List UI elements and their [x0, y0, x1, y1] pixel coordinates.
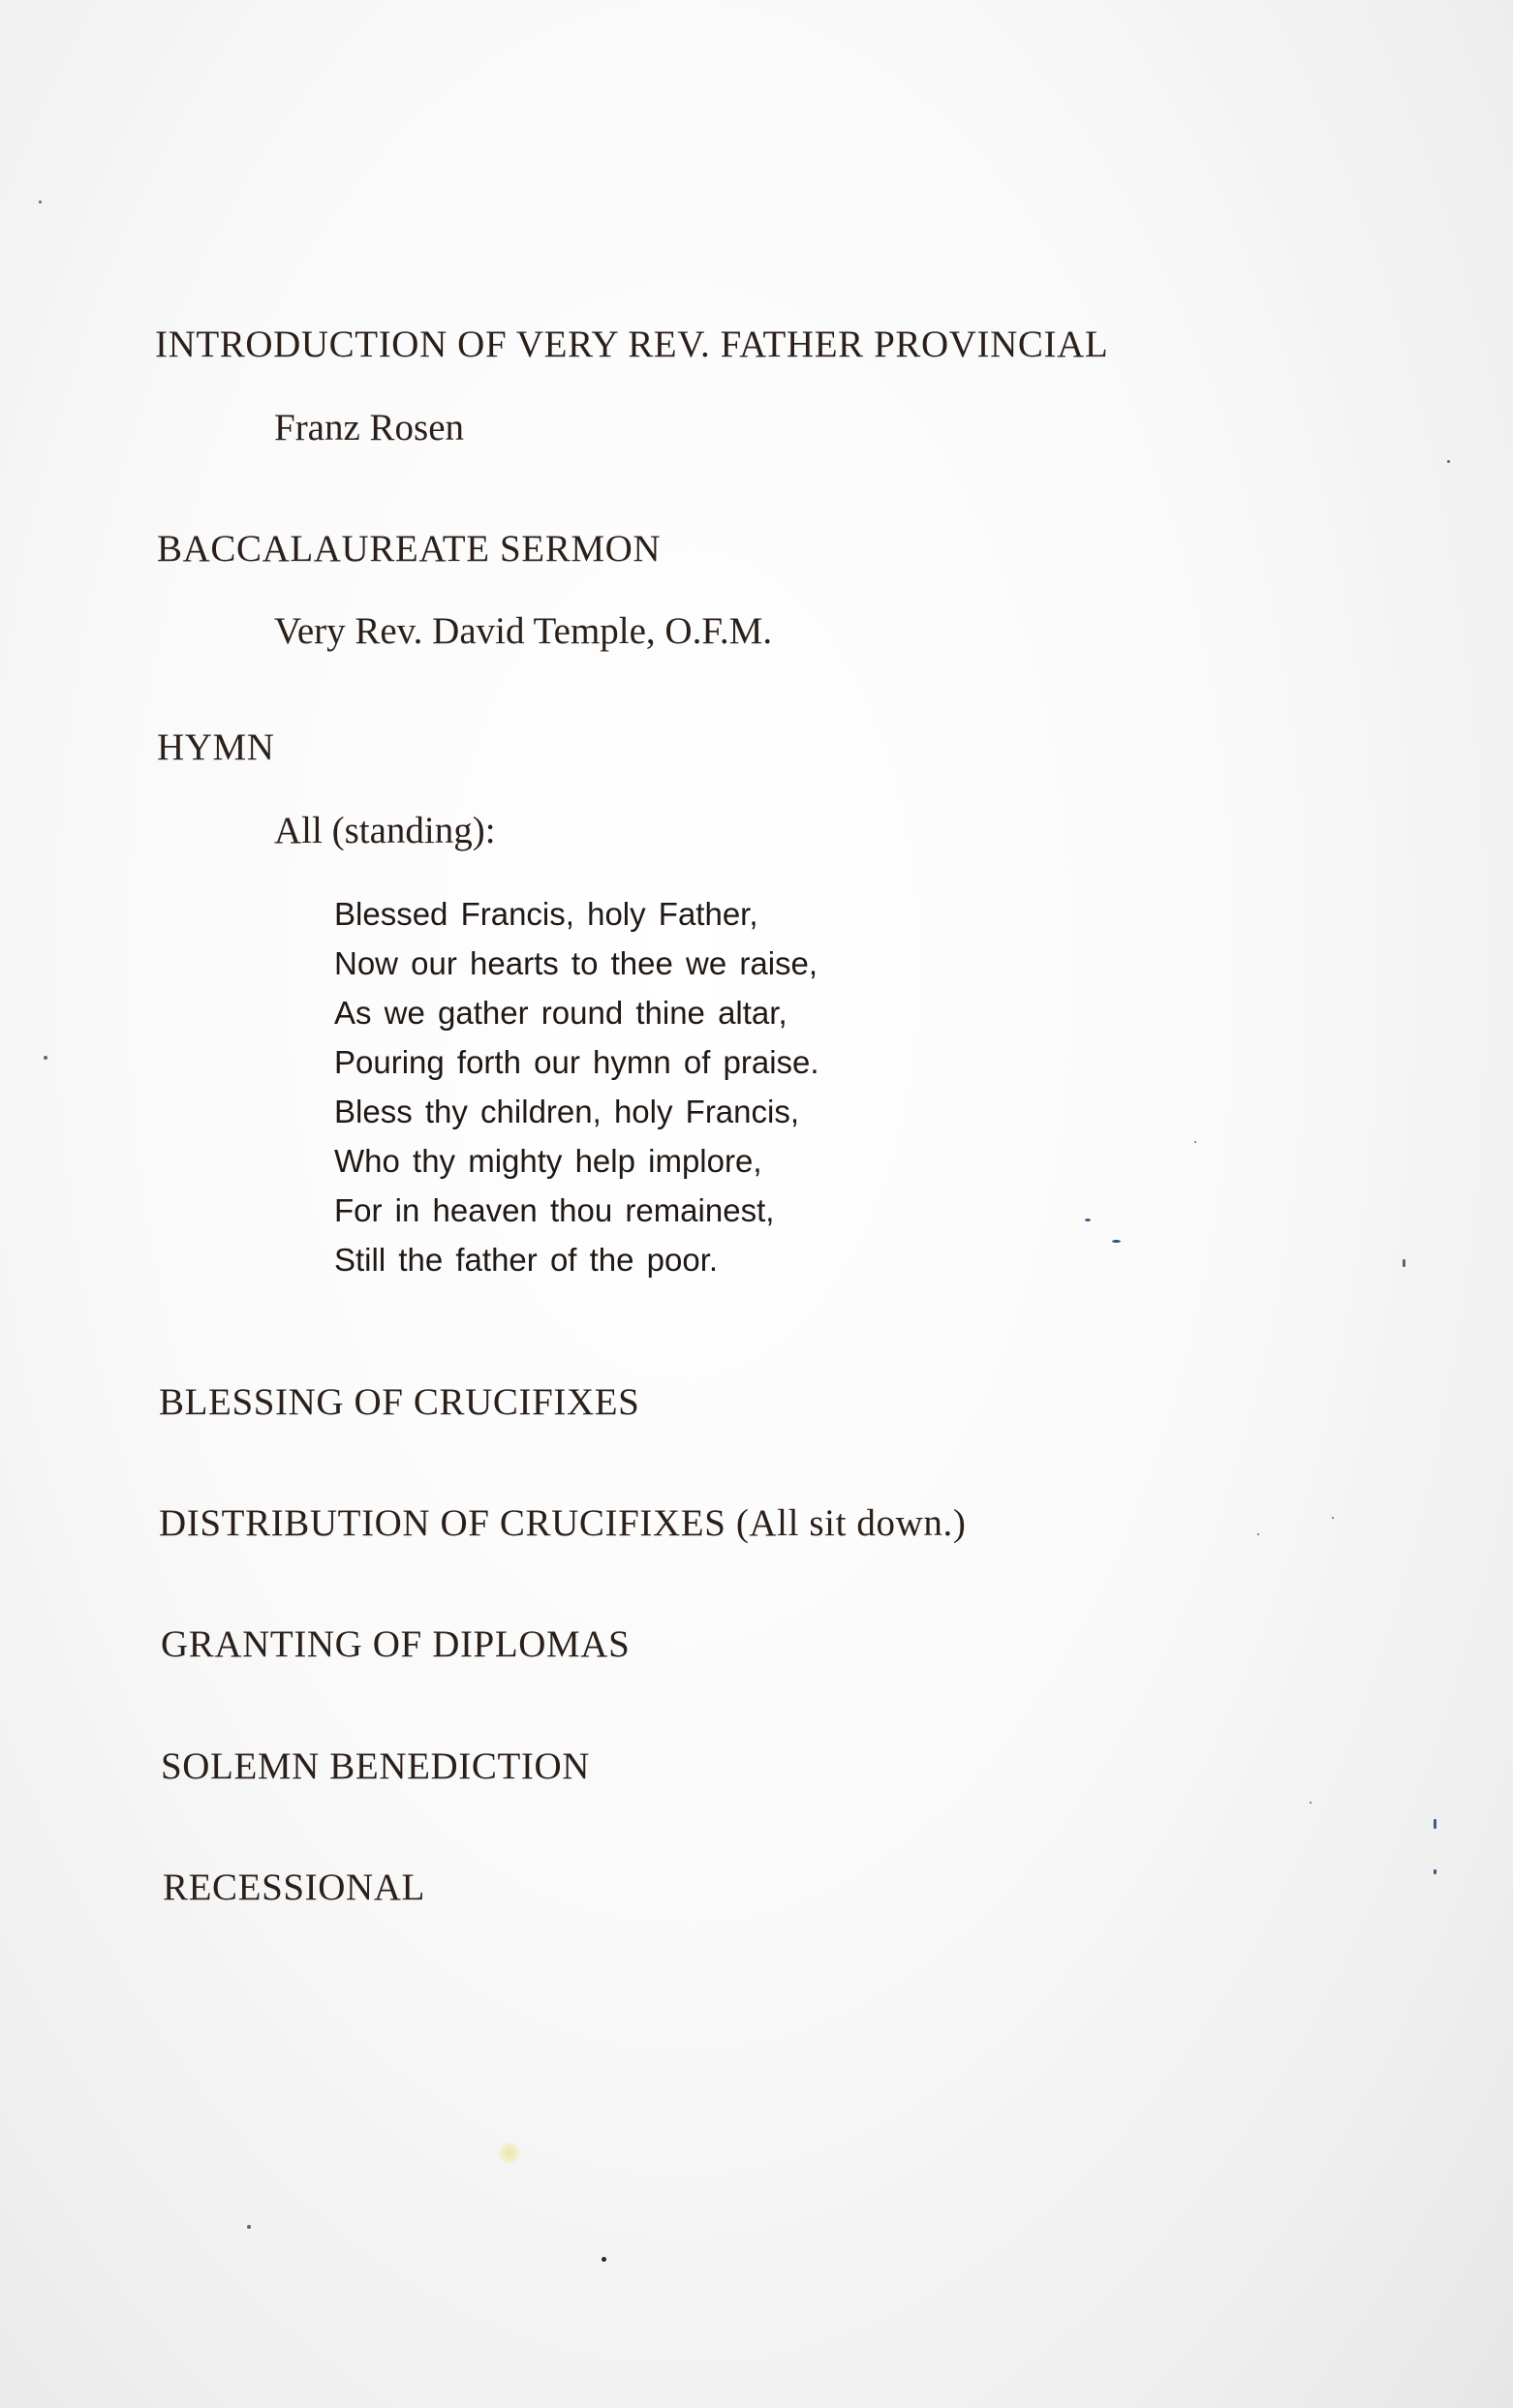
paper-speck	[1310, 1802, 1312, 1804]
hymn-instruction: All (standing):	[274, 810, 496, 851]
verse-line: Bless thy children, holy Francis,	[334, 1094, 800, 1129]
heading-granting-of-diplomas: GRANTING OF DIPLOMAS	[161, 1623, 631, 1665]
paper-speck	[39, 201, 42, 203]
verse-line: Pouring forth our hymn of praise.	[334, 1044, 819, 1080]
paper-speck	[247, 2225, 251, 2229]
verse-line: Now our hearts to thee we raise,	[334, 945, 818, 981]
sermon-speaker: Very Rev. David Temple, O.F.M.	[274, 610, 773, 652]
paper-speck	[1257, 1533, 1259, 1535]
heading-blessing-of-crucifixes: BLESSING OF CRUCIFIXES	[159, 1381, 640, 1423]
ink-speck	[1112, 1240, 1121, 1243]
verse-line: For in heaven thou remainest,	[334, 1192, 775, 1228]
heading-baccalaureate-sermon: BACCALAUREATE SERMON	[157, 528, 662, 570]
heading-distribution-of-crucifixes: DISTRIBUTION OF CRUCIFIXES (All sit down.)	[159, 1502, 967, 1544]
paper-speck	[602, 2257, 606, 2262]
heading-hymn: HYMN	[157, 726, 275, 768]
paper-speck	[44, 1056, 47, 1060]
paper-speck	[1403, 1259, 1405, 1267]
verse-line: Who thy mighty help implore,	[334, 1143, 762, 1179]
verse-line: Blessed Francis, holy Father,	[334, 896, 758, 932]
verse-line: Still the father of the poor.	[334, 1242, 719, 1278]
ink-speck	[1434, 1819, 1436, 1829]
introduction-speaker: Franz Rosen	[274, 407, 465, 448]
ink-speck	[1085, 1219, 1091, 1221]
ink-speck	[1434, 1869, 1436, 1874]
paper-speck	[1447, 460, 1450, 463]
paper-speck	[1194, 1141, 1196, 1143]
paper-speck	[1332, 1517, 1334, 1519]
hymn-verse	[334, 889, 819, 1284]
heading-recessional: RECESSIONAL	[163, 1867, 425, 1908]
stain-spot	[499, 2143, 520, 2164]
heading-introduction: INTRODUCTION OF VERY REV. FATHER PROVINCIAL	[155, 324, 1109, 365]
heading-solemn-benediction: SOLEMN BENEDICTION	[161, 1745, 591, 1787]
verse-line: As we gather round thine altar,	[334, 995, 787, 1031]
